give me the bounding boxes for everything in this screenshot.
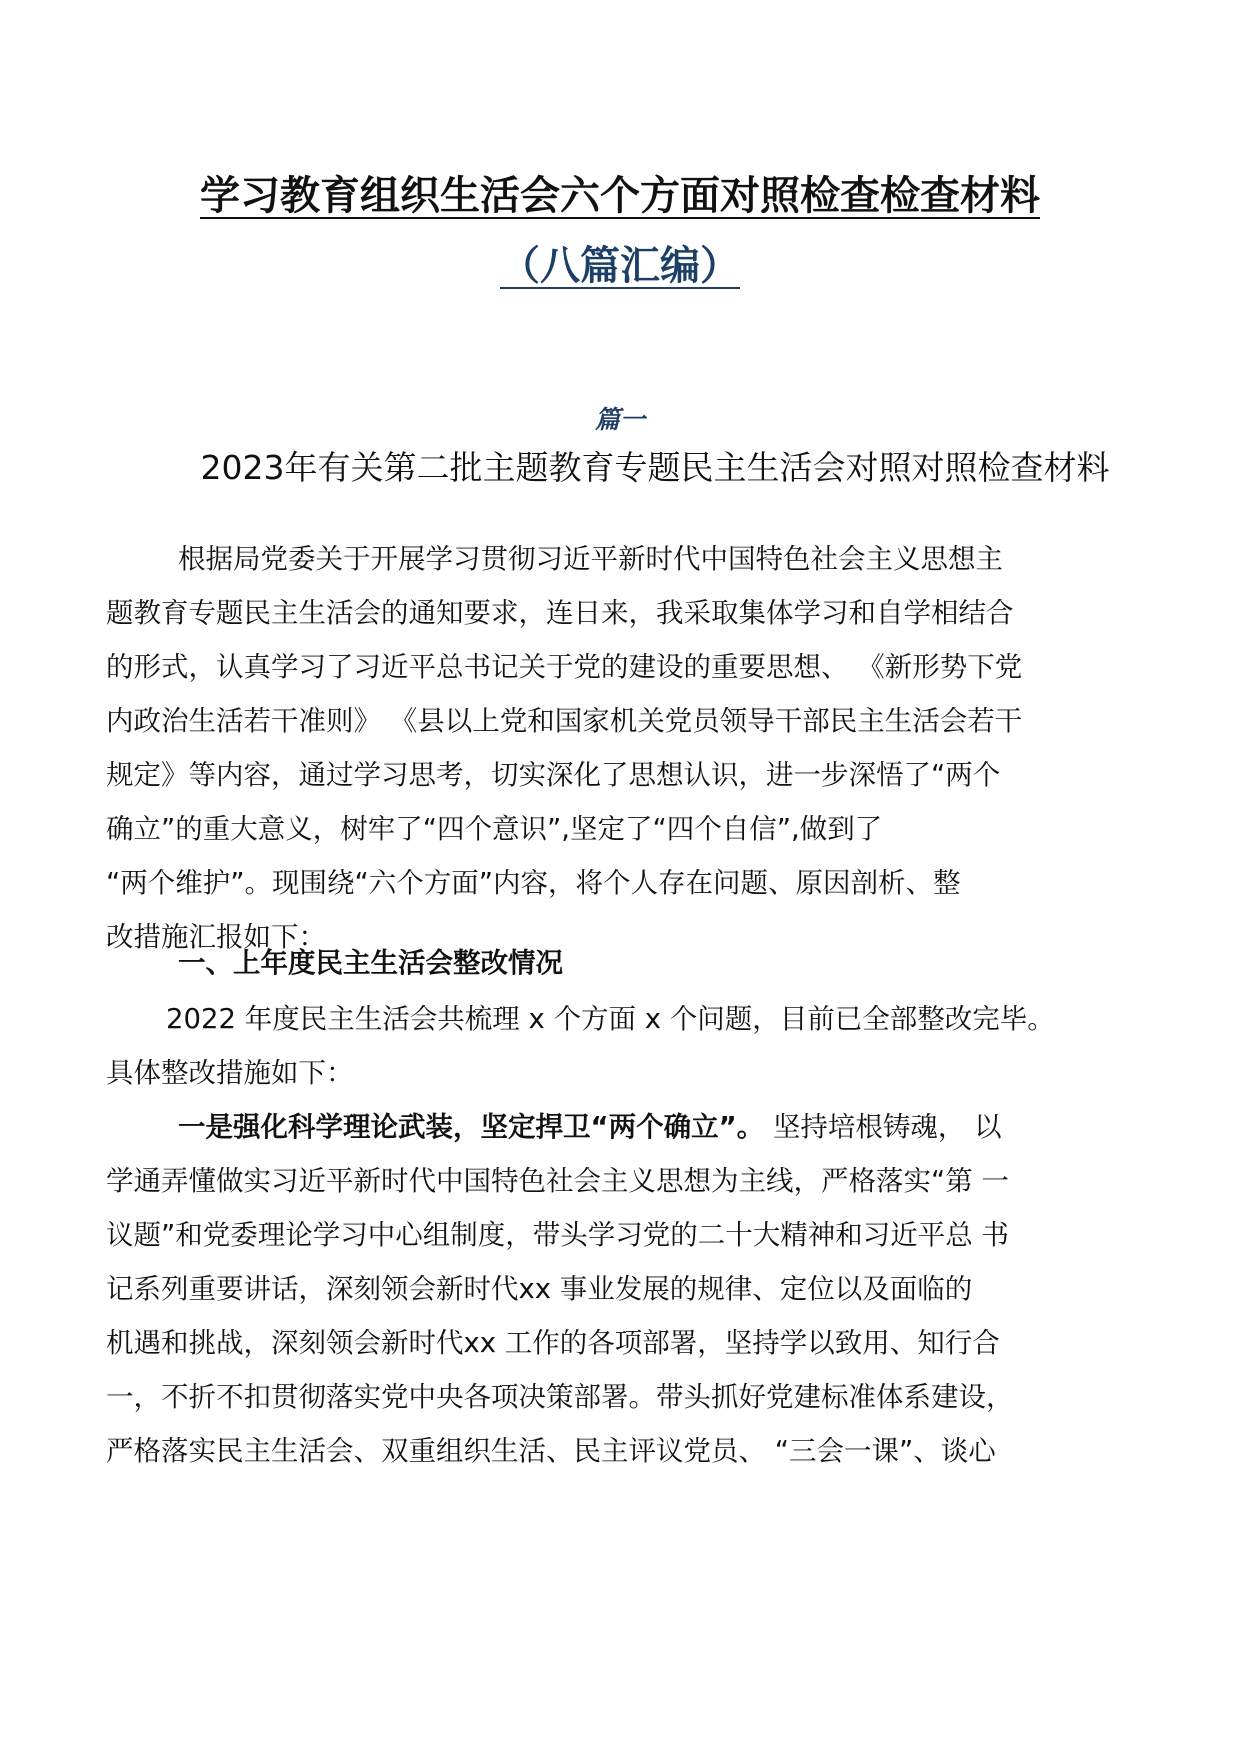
- point-first-line-rest: 坚持培根铸魂， 以: [764, 1111, 1002, 1143]
- point-first-line: [106, 1100, 1166, 1154]
- point-line: 学通弄懂做实习近平新时代中国特色社会主义思想为主线，严格落实“第 一: [106, 1165, 1009, 1197]
- intro-line: 规定》等内容，通过学习思考，切实深化了思想认识，进一步深悟了“两个: [106, 759, 1001, 791]
- document-title: [0, 170, 1240, 222]
- point-line: 记系列重要讲话，深刻领会新时代xx 事业发展的规律、定位以及面临的: [106, 1273, 973, 1305]
- document-subtitle-text: （八篇汇编）: [500, 243, 740, 289]
- document-subtitle: [0, 240, 1240, 292]
- section-heading: 一、上年度民主生活会整改情况: [178, 947, 563, 979]
- point-line: 议题”和党委理论学习中心组制度，带头学习党的二十大精神和习近平总 书: [106, 1219, 1009, 1251]
- document-title-text: 学习教育组织生活会六个方面对照检查检查材料: [200, 173, 1040, 219]
- summary-line: 2022 年度民主生活会共梳理 x 个方面 x 个问题，目前已全部整改完毕。: [166, 1003, 1055, 1035]
- section-label: 篇一: [594, 405, 645, 434]
- summary-line: 具体整改措施如下：: [106, 1057, 354, 1089]
- intro-line: 改措施汇报如下：: [106, 921, 326, 953]
- point-line: 机遇和挑战，深刻领会新时代xx 工作的各项部署，坚持学以致用、知行合: [106, 1327, 1000, 1359]
- point-paragraph: [106, 1100, 1166, 1478]
- point-line: 严格落实民主生活会、双重组织生活、民主评议党员、 “三会一课”、谈心: [106, 1435, 996, 1467]
- intro-line: 题教育专题民主生活会的通知要求，连日来，我采取集体学习和自学相结合: [106, 597, 1014, 629]
- intro-line: “两个维护”。现围绕“六个方面”内容，将个人存在问题、原因剖析、整: [106, 867, 961, 899]
- intro-line: 内政治生活若干准则》 《县以上党和国家机关党员领导干部民主生活会若干: [106, 705, 1023, 737]
- point-line: 一，不折不扣贯彻落实党中央各项决策部署。带头抓好党建标准体系建设，: [106, 1381, 1014, 1413]
- point-heading: 一是强化科学理论武装，坚定捍卫“两个确立”。: [178, 1111, 765, 1143]
- article-title: 2023年有关第二批主题教育专题民主生活会对照对照检查材料: [200, 448, 1110, 487]
- intro-line: 根据局党委关于开展学习贯彻习近平新时代中国特色社会主义思想主: [178, 543, 1003, 575]
- summary-paragraph: [106, 992, 1166, 1100]
- intro-line: 确立”的重大意义，树牢了“四个意识”,坚定了“四个自信”,做到了: [106, 813, 883, 845]
- intro-line: 的形式，认真学习了习近平总书记关于党的建设的重要思想、 《新形势下党: [106, 651, 1023, 683]
- intro-paragraph: [106, 532, 1166, 964]
